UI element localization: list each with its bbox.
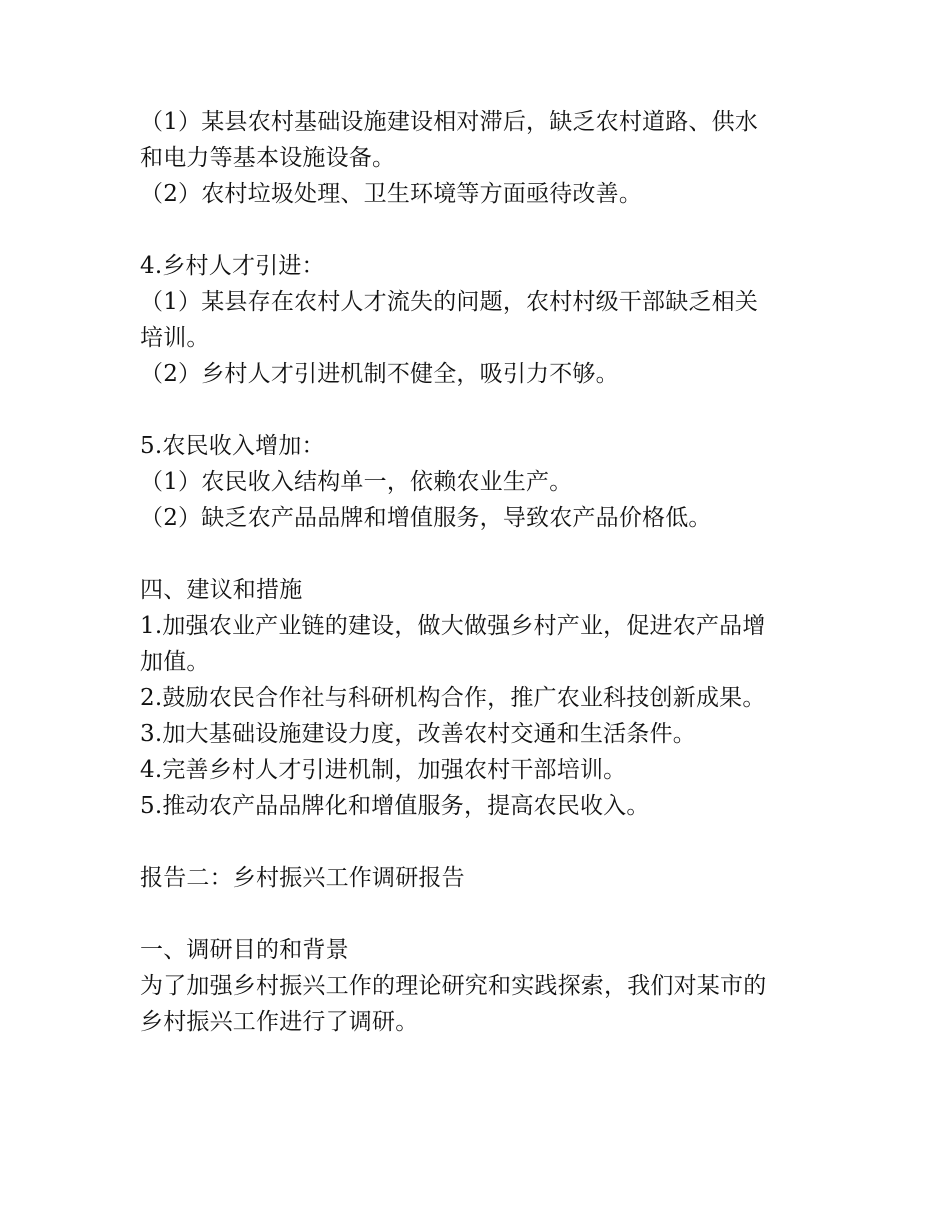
body-line: 为了加强乡村振兴工作的理论研究和实践探索，我们对某市的 [140, 973, 767, 999]
paragraph-spacer [140, 896, 820, 932]
paragraph-spacer [140, 536, 820, 572]
paragraph-spacer [140, 212, 820, 248]
body-line: （2）缺乏农产品品牌和增值服务，导致农产品价格低。 [140, 505, 712, 531]
body-line: 加值。 [140, 649, 210, 675]
body-line: （1）某县农村基础设施建设相对滞后，缺乏农村道路、供水 [140, 109, 759, 135]
body-line: （2）农村垃圾处理、卫生环境等方面亟待改善。 [140, 181, 643, 207]
paragraph-spacer [140, 392, 820, 428]
section-heading: 4.乡村人才引进： [140, 253, 325, 279]
body-line: 3.加大基础设施建设力度，改善农村交通和生活条件。 [140, 721, 696, 747]
body-line: （1）农民收入结构单一，依赖农业生产。 [140, 469, 573, 495]
body-line: （1）某县存在农村人才流失的问题，农村村级干部缺乏相关 [140, 289, 759, 315]
body-line: 和电力等基本设施设备。 [140, 145, 396, 171]
body-line: 5.推动农产品品牌化和增值服务，提高农民收入。 [140, 793, 650, 819]
document-body [140, 104, 820, 1040]
section-heading: 一、调研目的和背景 [140, 937, 349, 963]
body-line: 培训。 [140, 325, 210, 351]
body-line: 1.加强农业产业链的建设，做大做强乡村产业，促进农产品增 [140, 613, 766, 639]
paragraph-spacer [140, 824, 820, 860]
report-title: 报告二：乡村振兴工作调研报告 [140, 865, 465, 891]
section-heading: 四、建议和措施 [140, 577, 303, 603]
body-line: 2.鼓励农民合作社与科研机构合作，推广农业科技创新成果。 [140, 685, 766, 711]
body-line: 4.完善乡村人才引进机制，加强农村干部培训。 [140, 757, 627, 783]
body-line: 乡村振兴工作进行了调研。 [140, 1009, 419, 1035]
section-heading: 5.农民收入增加： [140, 433, 325, 459]
body-line: （2）乡村人才引进机制不健全，吸引力不够。 [140, 361, 619, 387]
